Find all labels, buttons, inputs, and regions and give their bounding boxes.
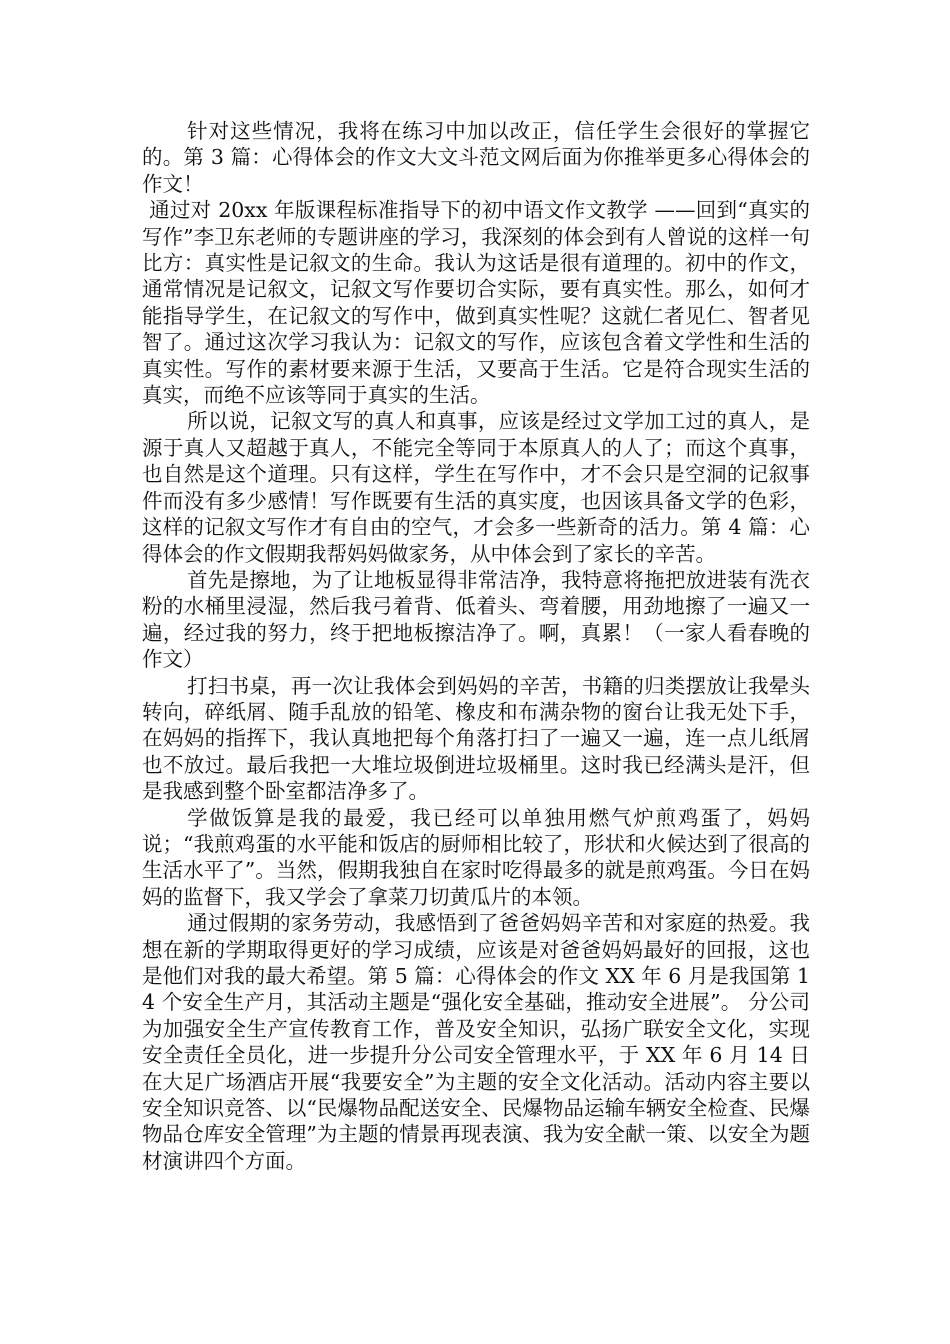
paragraph-7: 通过假期的家务劳动，我感悟到了爸爸妈妈辛苦和对家庭的热爱。我想在新的学期取得更好的学习成绩，应该是对爸爸妈妈最好的回报，这也是他们对我的最大希望。第 5 篇：心得体会的作文 XX 年 6 月是我国第 14 个安全生产月，其活动主题是“强化安全基础，推动安全进展”。 分公司为加强安全生产宣传教育工作，普及安全知识，弘扬广联安全文化，实现安全责任全员化，进一步提升分公司安全管理水平，于 XX 年 6 月 14 日在大足广场酒店开展“我要安全”为主题的安全文化活动。活动内容主要以安全知识竞答、以“民爆物品配送安全、民爆物品运输车辆安全检查、民爆物品仓库安全管理”为主题的情景再现表演、我为安全献一策、以安全为题材演讲四个方面。: [142, 911, 810, 1173]
document-page: [142, 118, 810, 1174]
paragraph-4: 首先是擦地，为了让地板显得非常洁净，我特意将拖把放进装有洗衣粉的水桶里浸湿，然后我弓着背、低着头、弯着腰，用劲地擦了一遍又一遍，经过我的努力，终于把地板擦洁净了。啊，真累！（一家人看春晚的作文）: [142, 567, 810, 672]
paragraph-6: 学做饭算是我的最爱，我已经可以单独用燃气炉煎鸡蛋了，妈妈说；“我煎鸡蛋的水平能和饭店的厨师相比较了，形状和火候达到了很高的生活水平了”。当然，假期我独自在家时吃得最多的就是煎鸡蛋。今日在妈妈的监督下，我又学会了拿菜刀切黄瓜片的本领。: [142, 805, 810, 909]
paragraph-1: 针对这些情况，我将在练习中加以改正，信任学生会很好的掌握它的。第 3 篇：心得体会的作文大文斗范文网后面为你推举更多心得体会的作文！: [142, 119, 810, 196]
paragraph-5: 打扫书桌，再一次让我体会到妈妈的辛苦，书籍的归类摆放让我晕头转向，碎纸屑、随手乱放的铅笔、橡皮和布满杂物的窗台让我无处下手，在妈妈的指挥下，我认真地把每个角落打扫了一遍又一遍，连一点儿纸屑也不放过。最后我把一大堆垃圾倒进垃圾桶里。这时我已经满头是汗，但是我感到整个卧室都洁净多了。: [142, 673, 810, 804]
paragraph-2: 通过对 20xx 年版课程标准指导下的初中语文作文教学 ——回到“真实的写作”李卫东老师的专题讲座的学习，我深刻的体会到有人曾说的这样一句比方：真实性是记叙文的生命。我认为这话是很有道理的。初中的作文，通常情况是记叙文，记叙文写作要切合实际，要有真实性。那么，如何才能指导学生，在记叙文的写作中，做到真实性呢？这就仁者见仁、智者见智了。通过这次学习我认为：记叙文的写作，应该包含着文学性和生活的真实性。写作的素材要来源于生活，又要高于生活。它是符合现实生活的真实，而绝不应该等同于真实的生活。: [142, 198, 810, 408]
paragraph-3: 所以说，记叙文写的真人和真事，应该是经过文学加工过的真人，是源于真人又超越于真人，不能完全等同于本原真人的人了；而这个真事，也自然是这个道理。只有这样，学生在写作中，才不会只是空洞的记叙事件而没有多少感情！写作既要有生活的真实度，也因该具备文学的色彩，这样的记叙文写作才有自由的空气，才会多一些新奇的活力。第 4 篇：心得体会的作文假期我帮妈妈做家务，从中体会到了家长的辛苦。: [142, 409, 810, 566]
